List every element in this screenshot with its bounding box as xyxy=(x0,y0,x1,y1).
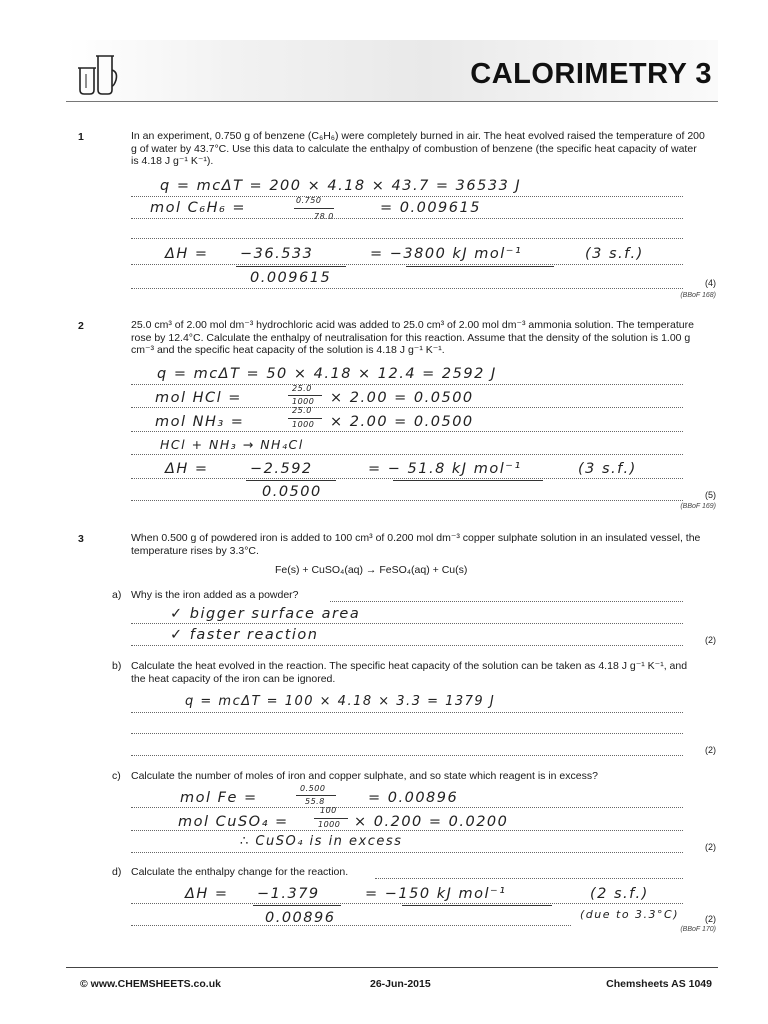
footer-divider xyxy=(66,967,718,968)
fraction-bar xyxy=(246,480,336,481)
q2-answer-dh-result: = − 51.8 kJ mol⁻¹ xyxy=(368,461,522,477)
q2-answer-hcl-denominator: 1000 xyxy=(292,397,315,406)
part-d-reference: (BBoF 170) xyxy=(680,926,716,933)
part-c-label: c) xyxy=(112,770,121,782)
answer-line xyxy=(131,733,683,734)
part-c-text: Calculate the number of moles of iron and copper sulphate, and so state which reagent is in excess? xyxy=(131,770,598,782)
question-1-number: 1 xyxy=(78,131,84,143)
part-d-dh-sf: (2 s.f.) xyxy=(590,886,649,902)
footer-date: 26-Jun-2015 xyxy=(370,978,431,990)
q1-answer-q-line: q = mcΔT = 200 × 4.18 × 43.7 = 36533 J xyxy=(160,178,522,194)
part-b-label: b) xyxy=(112,660,122,672)
answer-line xyxy=(131,218,683,219)
fraction-bar xyxy=(296,795,336,796)
part-a-label: a) xyxy=(112,589,122,601)
answer-line xyxy=(131,645,683,646)
answer-line xyxy=(131,238,683,239)
q2-answer-dh-label: ΔH = xyxy=(165,461,209,477)
question-3-text: When 0.500 g of powdered iron is added to 100 cm³ of 0.200 mol dm⁻³ copper sulphate solution in an insulated vessel, the temperature rises by 3.3°C. xyxy=(131,532,701,557)
lab-glassware-icon xyxy=(74,50,120,98)
question-2-text: 25.0 cm³ of 2.00 mol dm⁻³ hydrochloric acid was added to 25.0 cm³ of 2.00 mol dm⁻³ ammonia solution. The temperature rose by 12.4°C. Calculate the enthalpy of neutralisation for this reaction. Assume that the density of the solution is 1.00 g cm⁻³ and the specific heat capacity of the solution is 4.18 J g⁻¹ K⁻¹. xyxy=(131,319,694,356)
fraction-bar xyxy=(314,818,348,819)
q1-answer-dh-label: ΔH = xyxy=(165,246,209,262)
part-b-text: Calculate the heat evolved in the reaction. The specific heat capacity of the solution can be taken as 4.18 J g⁻¹ K⁻¹, and the heat capacity of the iron can be ignored. xyxy=(131,660,688,685)
part-c-fe-result: = 0.00896 xyxy=(368,790,459,806)
part-a-text: Why is the iron added as a powder? xyxy=(131,589,299,601)
answer-line xyxy=(131,807,683,808)
underline xyxy=(406,266,554,267)
q1-answer-dh-sf: (3 s.f.) xyxy=(585,246,644,262)
answer-line xyxy=(131,755,683,756)
answer-line xyxy=(131,478,683,479)
underline xyxy=(402,905,552,906)
answer-line xyxy=(131,454,683,455)
part-c-marks: (2) xyxy=(705,842,716,852)
reaction-equation: Fe(s) + CuSO₄(aq) → FeSO₄(aq) + Cu(s) xyxy=(275,564,468,576)
fraction-bar xyxy=(294,208,334,209)
header-divider xyxy=(66,101,718,102)
answer-line xyxy=(131,500,683,501)
answer-line xyxy=(131,384,683,385)
part-a-answer-1: ✓ bigger surface area xyxy=(170,606,361,622)
q2-answer-nh3-denominator: 1000 xyxy=(292,420,315,429)
fraction-bar xyxy=(253,905,341,906)
footer-code: Chemsheets AS 1049 xyxy=(606,978,712,990)
part-d-label: d) xyxy=(112,866,122,878)
answer-line xyxy=(131,925,571,926)
q1-answer-dh-numerator: −36.533 xyxy=(240,246,314,262)
q1-answer-dh-result: = −3800 kJ mol⁻¹ xyxy=(370,246,523,262)
part-d-dh-note: (due to 3.3°C) xyxy=(580,908,680,921)
q1-answer-mol-result: = 0.009615 xyxy=(380,200,481,216)
part-c-cuso4-numerator: 100 xyxy=(320,806,337,815)
part-c-excess: ∴ CuSO₄ is in excess xyxy=(240,834,403,849)
q2-answer-hcl-result: × 2.00 = 0.0500 xyxy=(330,390,474,406)
q2-answer-nh3-numerator: 25.0 xyxy=(292,406,312,415)
q2-answer-hcl-numerator: 25.0 xyxy=(292,384,312,393)
question-2-marks: (5) xyxy=(705,490,716,500)
question-1-reference: (BBoF 168) xyxy=(680,292,716,299)
part-c-cuso4-denominator: 1000 xyxy=(318,820,341,829)
q2-answer-nh3-label: mol NH₃ = xyxy=(155,414,245,430)
answer-line xyxy=(131,852,683,853)
answer-line xyxy=(131,264,683,265)
part-b-marks: (2) xyxy=(705,745,716,755)
part-d-dh-numerator: −1.379 xyxy=(257,886,320,902)
q1-answer-mol-denominator: 78.0 xyxy=(314,212,334,221)
part-c-fe-numerator: 0.500 xyxy=(300,784,326,793)
question-3-number: 3 xyxy=(78,533,84,545)
answer-line xyxy=(131,830,683,831)
fraction-bar xyxy=(288,395,322,396)
part-a-answer-2: ✓ faster reaction xyxy=(170,627,319,643)
answer-line xyxy=(131,288,683,289)
question-2-reference: (BBoF 169) xyxy=(680,503,716,510)
part-b-answer: q = mcΔT = 100 × 4.18 × 3.3 = 1379 J xyxy=(185,694,496,709)
q2-answer-dh-sf: (3 s.f.) xyxy=(578,461,637,477)
q1-answer-mol-label: mol C₆H₆ = xyxy=(150,200,247,216)
question-1-marks: (4) xyxy=(705,278,716,288)
q2-answer-equation: HCl + NH₃ → NH₄Cl xyxy=(160,437,304,452)
answer-line xyxy=(131,431,683,432)
answer-line xyxy=(131,712,683,713)
q2-answer-dh-denominator: 0.0500 xyxy=(262,484,322,500)
part-a-marks: (2) xyxy=(705,635,716,645)
part-d-marks: (2) xyxy=(705,914,716,924)
q2-answer-hcl-label: mol HCl = xyxy=(155,390,242,406)
q1-answer-dh-denominator: 0.009615 xyxy=(250,270,332,286)
q2-answer-nh3-result: × 2.00 = 0.0500 xyxy=(330,414,474,430)
page-title: CALORIMETRY 3 xyxy=(470,58,712,90)
answer-line xyxy=(131,407,683,408)
question-1-text: In an experiment, 0.750 g of benzene (C₆H₆) were completely burned in air. The heat evolved raised the temperature of 200 g of water by 43.7°C. Use this data to calculate the enthalpy of combustion of benzene (the specific heat capacity of water is 4.18 J g⁻¹ K⁻¹). xyxy=(131,130,705,167)
part-d-dh-label: ΔH = xyxy=(185,886,229,902)
question-2-number: 2 xyxy=(78,320,84,332)
part-d-dh-denominator: 0.00896 xyxy=(265,910,336,926)
part-d-text: Calculate the enthalpy change for the reaction. xyxy=(131,866,349,878)
q2-answer-q-line: q = mcΔT = 50 × 4.18 × 12.4 = 2592 J xyxy=(157,366,497,382)
answer-line xyxy=(131,196,683,197)
answer-line xyxy=(131,903,683,904)
answer-line xyxy=(131,623,683,624)
part-c-fe-denominator: 55.8 xyxy=(305,797,325,806)
underline xyxy=(393,480,543,481)
fraction-bar xyxy=(288,418,322,419)
footer-website: © www.CHEMSHEETS.co.uk xyxy=(80,978,221,990)
answer-line xyxy=(330,601,683,602)
q2-answer-dh-numerator: −2.592 xyxy=(250,461,313,477)
answer-line xyxy=(375,878,683,879)
part-c-cuso4-result: × 0.200 = 0.0200 xyxy=(354,814,509,830)
fraction-bar xyxy=(236,266,346,267)
part-c-cuso4-label: mol CuSO₄ = xyxy=(178,814,289,830)
part-c-fe-label: mol Fe = xyxy=(180,790,258,806)
part-d-dh-result: = −150 kJ mol⁻¹ xyxy=(365,886,507,902)
q1-answer-mol-numerator: 0.750 xyxy=(296,196,322,205)
